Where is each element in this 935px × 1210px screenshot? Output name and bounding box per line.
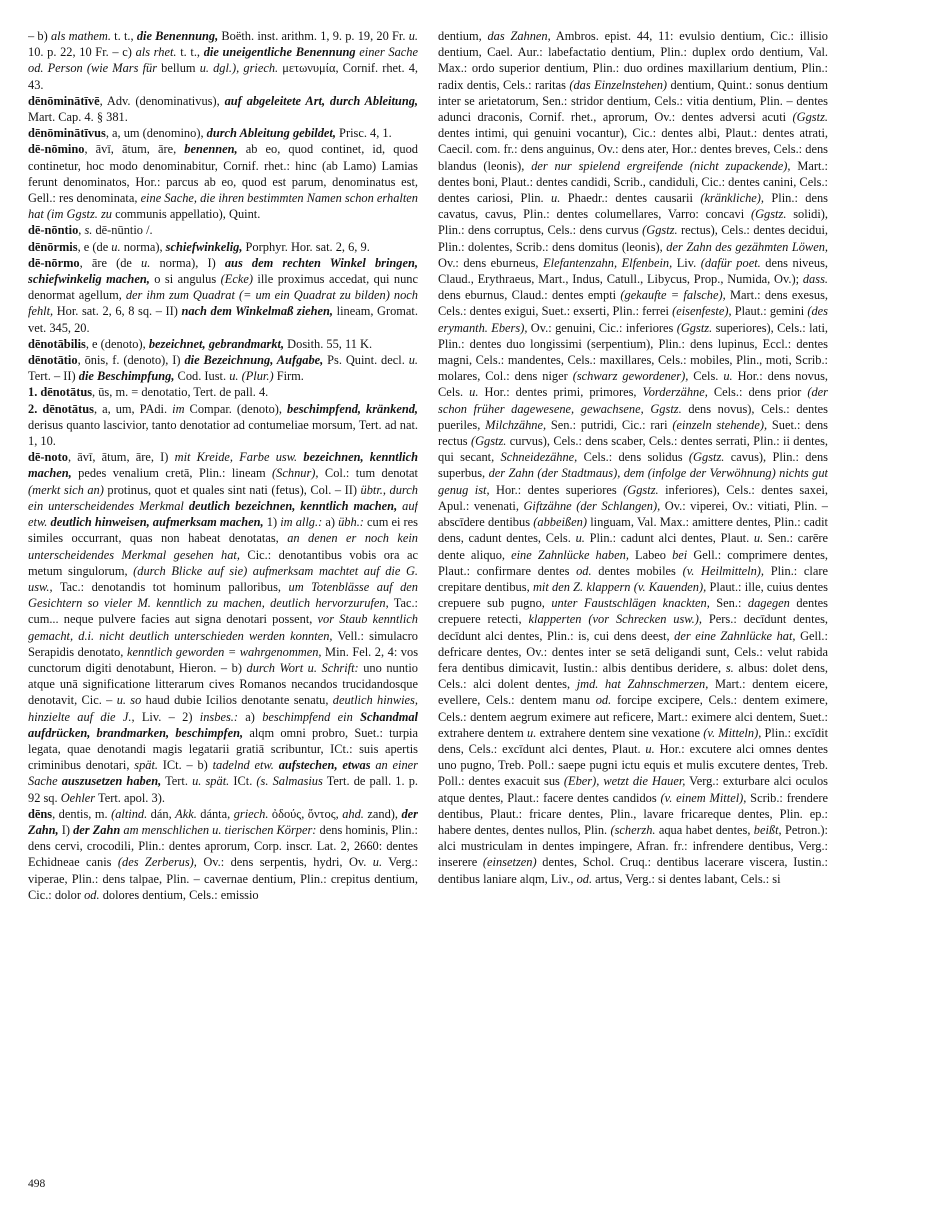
dictionary-entry: dēnotābilis, e (denoto), bezeichnet, gebrandmarkt, Dosith. 55, 11 K.: [28, 336, 373, 351]
dictionary-entry: dēnōrmis, e (de u. norma), schiefwinkelig, Porphyr. Hor. sat. 2, 6, 9.: [28, 239, 370, 254]
right-column: [438, 28, 828, 1178]
page-number: 498: [28, 1178, 46, 1190]
dictionary-entry: dēnōminātīvē, Adv. (denominativus), auf abgeleitete Art, durch Ableitung, Mart. Cap. 4. § 381.: [28, 93, 418, 125]
dictionary-entry: dē-nōmino, āvī, ātum, āre, benennen, ab eo, quod continet, id, quod continetur, hoc modo denominabitur, Cornif. rhet.: hinc (ab Lamo) Lamias ferunt denominatos, Hor.: parcus ab eo, quod est parum, denominatus est, Gell.: res denominata, eine Sache, die ihren bestimmten Namen schon erhalten hat (im Ggstz. zu communis appellatio), Quint.: [28, 142, 418, 222]
dictionary-entry: dēnotātio, ōnis, f. (denoto), I) die Bezeichnung, Aufgabe, Ps. Quint. decl. u. Tert. – II) die Beschimpfung, Cod. Iust. u. (Plur.) Firm.: [28, 353, 418, 384]
dictionary-entry: 2. dēnotātus, a, um, PAdi. im Compar. (denoto), beschimpfend, kränkend, derisus quanto lascivior, tanto denotatior ad contumeliae morsum, Tert. ad nat. 1, 10.: [28, 401, 418, 449]
dictionary-entry: 1. dēnotātus, ūs, m. = denotatio, Tert. de pall. 4.: [28, 385, 269, 400]
dictionary-entry: – b) als mathem. t. t., die Benennung, Boëth. inst. arithm. 1, 9. p. 19, 20 Fr. u. 10. p. 22, 10 Fr. – c) als rhet. t. t., die uneigentliche Benennung einer Sache od. Person (wie Mars für bellum u. dgl.), griech. μετωνυμία, Cornif. rhet. 4, 43.: [28, 29, 418, 92]
left-column: [28, 28, 418, 1178]
dictionary-entry: dē-nōrmo, āre (de u. norma), I) aus dem rechten Winkel bringen, schiefwinkelig machen, o si angulus (Ecke) ille proximus accedat, qui nunc denormat agellum, der ihm zum Quadrat (= um ein Quadrat zu bilden) noch fehlt, Hor. sat. 2, 6, 8 sq. – II) nach dem Winkelmaß ziehen, lineam, Gromat. vet. 345, 20.: [28, 255, 418, 335]
dictionary-entry: dē-noto, āvī, ātum, āre, I) mit Kreide, Farbe usw. bezeichnen, kenntlich machen, pedes venalium cretā, Plin.: lineam (Schnur), Col.: tum denotat (merkt sich an) protinus, quot et quales sint nati (fetus), Col. – II) übtr., durch ein unterscheidendes Merkmal deutlich bezeichnen, kenntlich machen, auf etw. deutlich hinweisen, aufmerksam machen, 1) im allg.: a) übh.: cum ei res similes occurrant, quas non habeat denotatas, an denen er noch kein unterscheidendes Merkmal gesehen hat, Cic.: denotantibus vobis ora ac metum singulorum, (durch Blicke auf sie) aufmerksam machtet auf die G. usw., Tac.: denotandis tot hominum palloribus, um Totenblässe auf den Gesichtern so vieler M. kenntlich zu machen, deutlich hervorzurufen, Tac.: cum... neque pulvere facies aut signa denotari possent, vor Staub kenntlich gemacht, d.i. nicht deutlich unterschieden werden konnten, Vell.: simulacro Serapidis denotato, kenntlich geworden = wahrgenommen, Min. Fel. 2, 4: vos cunctorum digiti denotabunt, Hieron. – b) durch Wort u. Schrift: uno nuntio atque unā significatione litterarum cives Romanos necandos trucidandosque denotavit, Cic. – u. so haud dubie Icilios denotante senatu, deutlich hinwies, hinzielte auf die J., Liv. – 2) insbes.: a) beschimpfend ein Schandmal aufdrücken, brandmarken, beschimpfen, alqm omni probro, Suet.: turpia legata, quae denotandi magis legatarii gratiā scribuntur, ICt.: suis apertis criminibus denotari, spät. ICt. – b) tadelnd etw. aufstechen, etwas an einer Sache auszusetzen haben, Tert. u. spät. ICt. (s. Salmasius Tert. de pall. 1. p. 92 sq. Oehler Tert. apol. 3).: [28, 450, 418, 805]
dictionary-entry: dēns, dentis, m. (altind. dán, Akk. dánta, griech. ὀδούς, ὄντος, ahd. zand), der Zahn, I) der Zahn am menschlichen u. tierischen Körper: dens hominis, Plin.: dens cervi, crocodili, Plin.: dentes aprorum, Corp. inscr. Lat. 2, 2660: dentes Echidneae canis (des Zerberus), Ov.: dens serpentis, hydri, Ov. u. Verg.: viperae, Plin.: dens talpae, Plin. – cavernae dentium, Plin.: crepitus dentium, Cic.: dolor od. dolores dentium, Cels.: emissio: [28, 806, 418, 902]
dictionary-entry: dentium, das Zahnen, Ambros. epist. 44, 11: evulsio dentium, Cic.: illisio dentium, Cael. Aur.: labefactatio dentium, Plin.: duplex ordo dentium, Val. Max.: ordo superior dentium, Plin.: duo ordines maxillarium dentium, Plin.: radix dentis, Cels.: raritas (das Einzelnstehen) dentium, Quint.: sonus dentium inter se arietatorum, Sen.: stridor dentium, Cels.: vitia dentium, Plin. – dentes adunci draconis, Cornif. rhet., aprorum, Ov.: dentes adversi acuti (Ggstz. dentes intimi, qui genuini vocantur), Cic.: dentes albi, Plaut.: dentes atrati, Caecil. com. fr.: dens anguinus, Ov.: dens ater, Hor.: dentes breves, Cels.: dens blandus (leonis), der nur spielend ergreifende (nicht zupackende), Mart.: dentes boni, Plaut.: dentes candidi, Scrib., candiduli, Cic.: dentes canini, Cels.: dentes cariosi, Plin. u. Phaedr.: dentes causarii (kränkliche), Plin.: dens cavatus, cavus, Plin.: dentes columellares, Varro: concavi (Ggstz. solidi), Plin.: dens corruptus, Cels.: dens curvus (Ggstz. rectus), Cels.: dentes decidui, Plin.: dolentes, Scrib.: dens domitus (leonis), der Zahn des gezähmten Löwen, Ov.: dens eburneus, Elefantenzahn, Elfenbein, Liv. (dafür poet. dens niveus, Claud., Erythraeus, Mart., Indus, Catull., Libycus, Prop., Numida, Ov.); dass. dens eburnus, Claud.: dentes empti (gekaufte = falsche), Mart.: dens exesus, Cels.: dentes exigui, Suet.: exserti, Plin.: ferrei (eisenfeste), Plaut.: gemini (des erymanth. Ebers), Ov.: genuini, Cic.: inferiores (Ggstz. superiores), Cels.: lati, Plin.: dentes duo longissimi (serpentium), Plin.: dens lupinus, Eccl.: dentes magni, Cels.: mandentes, Cels.: maxillares, Cels.: mobiles, Plin., moti, Scrib.: molares, Col.: dens niger (schwarz gewordener), Cels. u. Hor.: dens novus, Cels. u. Hor.: dentes primi, primores, Vorderzähne, Cels.: dens prior (der schon früher dagewesene, gewachsene, Ggstz. dens novus), Cels.: dentes pueriles, Milchzähne, Sen.: putridi, Cic.: rari (einzeln stehende), Suet.: dens rectus (Ggstz. curvus), Cels.: dens scaber, Cels.: dentes serrati, Plin.: ii dentes, qui secant, Schneidezähne, Cels.: dens solidus (Ggstz. cavus), Plin.: dens superbus, der Zahn (der Stadtmaus), dem (infolge der Verwöhnung) nichts gut genug ist, Hor.: dentes superiores (Ggstz. inferiores), Cels.: dentes saxei, Apul.: venenati, Giftzähne (der Schlangen), Ov.: viperei, Ov.: vitiati, Plin. – abscīdere dentibus (abbeißen) linguam, Val. Max.: amittere dentes, Plin.: cadit dens, cadunt dentes, Cels. u. Plin.: cadunt alci dentes, Plaut. u. Sen.: carēre dente aliquo, eine Zahnlücke haben, Labeo bei Gell.: comprimere dentes, Plaut.: confirmare dentes od. dentes mobiles (v. Heilmitteln), Plin.: clare crepitare dentibus, mit den Z. klappern (v. Kauenden), Plaut.: ille, cuius dentes crepuere sub pugno, unter Faustschlägen knackten, Sen.: dagegen dentes crepuere retecti, klapperten (vor Schrecken usw.), Pers.: decīdunt dentes, decīdunt alci dentes, Plin.: is, cui dens deest, der eine Zahnlücke hat, Gell.: defricare dentes, Ov.: dentes inter se setā deligandi sunt, Cels.: velut rabida fera dentibus dimicavit, Iustin.: albis dentibus deridere, s. albus: dolet dens, Cels.: alci dolent dentes, jmd. hat Zahnschmerzen, Mart.: dentem eicere, evellere, Cels.: dentem manu od. forcipe excipere, Cels.: dentem eximere, Cels.: dentem aegrum eximere aut reficere, Mart.: eximere alci dentem, Suet.: extrahere dentem u. extrahere dentem sine vexatione (v. Mitteln), Plin.: excīdit dens, Cels.: excīdunt alci dentes, Plaut. u. Hor.: excutere alci omnes dentes uno pugno, Treb. Poll.: saepe pugni ictu equis et mulis excutere dentes, Treb. Poll.: dentes exacuit sus (Eber), wetzt die Hauer, Verg.: exturbare alci oculos atque dentes, Plaut.: facere dentes candidos (v. einem Mittel), Scrib.: frendere dentibus, Plaut.: fricare dentes, Plin., lavare fricareque dentes, Plin. ep.: habere dentes, dentes nullos, Plin. (scherzh. aqua habet dentes, beißt, Petron.): alci mustriculam in dentes impingere, Afran. fr.: infrendere dentibus, Verg.: inserere (einsetzen) dentes, Schol. Cruq.: dentibus lacerare viscera, Iustin.: dentibus laniare alqm, Liv., od. artus, Verg.: si dentes labant, Cels.: si: [438, 29, 828, 886]
dictionary-entry: dēnōminātīvus, a, um (denomino), durch Ableitung gebildet, Prisc. 4, 1.: [28, 126, 392, 141]
dictionary-entry: dē-nōntio, s. dē-nūntio /.: [28, 223, 153, 238]
